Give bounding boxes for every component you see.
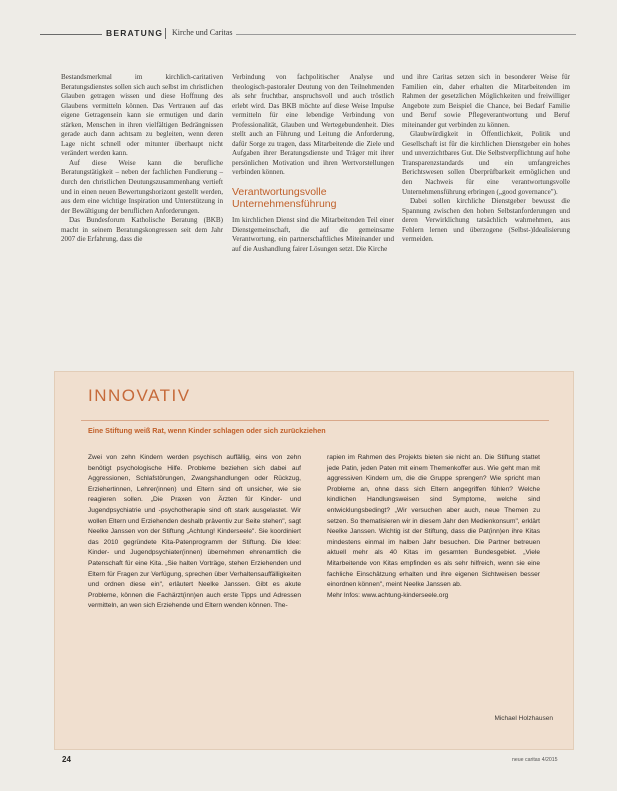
innovativ-box xyxy=(54,371,574,750)
paragraph: Das Bundesforum Katholische Beratung (BKB) macht in seinem Beratungskongressen seit dem Jahr 2007 die Erfahrung, dass die xyxy=(61,216,223,244)
paragraph: und ihre Caritas setzen sich in besonderer Weise für Familien ein, daher erhalten die Mitarbeitenden im Rahmen der gesetzlichen Möglichkeiten und freiwilliger Angebote zum Beispiel die Chance, bei Bedarf Familie und Beruf sowie Pflegeverantwortung und Beruf miteinander gut verbinden zu können. xyxy=(402,73,570,129)
paragraph: Verbindung von fachpolitischer Analyse und theologisch-pastoraler Deutung von den Teilnehmenden als sehr fruchtbar, anspruchsvoll und auch tröstlich erlebt wird. Das BKB möchte auf diese Weise Impulse vermitteln für eine lebendige Verbindung von Professionalität, Glauben und Wertegebundenheit. Dies stellt auch an Führung und Leitung die Anforderung, dafür Sorge zu tragen, dass Mitarbeitende die Ziele und Aufgaben ihrer Beratungsdienste und Träger mit ihrer persönlichen Motivation und ihren Wertvorstellungen verbinden können. xyxy=(232,73,394,177)
page-header xyxy=(0,28,617,42)
header-rule-left xyxy=(40,34,102,35)
header-separator xyxy=(165,28,166,39)
paragraph: Im kirchlichen Dienst sind die Mitarbeitenden Teil einer Dienstgemeinschaft, die auf die gemeinsame Verantwortung, ein partnerschaftliches Miteinander und auf die Aushandlung fairer Lösungen setzt. Die Kirche xyxy=(232,216,394,253)
text-column-2 xyxy=(232,73,394,254)
author-signature: Michael Holzhausen xyxy=(494,715,553,722)
box-column-2 xyxy=(327,453,540,601)
paragraph: Dabei sollen kirchliche Dienstgeber bewusst die Spannung zwischen den hohen Selbstanforderungen und deren Verwirklichung tatsächlich wahrnehmen, aus Fehlern lernen und überzogene (Selbst-)Idealisierung vermeiden. xyxy=(402,197,570,244)
paragraph: Auf diese Weise kann die berufliche Beratungstätigkeit – neben der fachlichen Fundierung – durch den christlichen Deutungszusammenhang vertieft und in einen neuen Bewertungshorizont gestellt werden, aus dem eine wichtige Inspiration und Unterstützung in der Bewältigung der beruflichen Anforderungen. xyxy=(61,158,223,215)
text-column-1 xyxy=(61,73,223,245)
section-label: BERATUNG xyxy=(106,28,164,38)
box-divider xyxy=(81,420,549,421)
subsection-label: Kirche und Caritas xyxy=(172,28,233,37)
section-heading: Verantwortungsvolle Unternehmensführung xyxy=(232,186,337,210)
header-rule-right xyxy=(236,34,576,35)
box-subtitle: Eine Stiftung weiß Rat, wenn Kinder schlagen oder sich zurückziehen xyxy=(88,426,326,435)
paragraph: Bestandsmerkmal im kirchlich-caritativen Beratungsdienstes sollen sich auch selbst im christlichen Glauben getragen wissen und diese Hoffnung des Glaubens vermitteln können. Das Vertrauen auf das eigene Getragensein kann sie ermutigen und darin stärken, Menschen in ihren vielfältigen Bedrängnissen gerade auch dann achtsam zu begleiten, wenn deren Lage nicht schnell oder mitunter überhaupt nicht verändert werden kann. xyxy=(61,73,223,158)
page-number: 24 xyxy=(62,755,71,764)
publication-label: neue caritas 4/2015 xyxy=(512,757,558,763)
text-column-3 xyxy=(402,73,570,245)
box-title: INNOVATIV xyxy=(88,386,191,405)
box-paragraph: Zwei von zehn Kindern werden psychisch auffällig, eins von zehn benötigt psychologische Hilfe. Probleme beziehen sich dabei auf Aggressionen, Schlafstörungen, Zwangshandlungen oder Rückzug, Erziehertinnen, Lehrer(innen) und Eltern sind oft unsicher, wie sie reagieren sollen. „Die Praxen von Ärzten für Kinder- und Jugendpsychiatrie und -psychotherapie sind oft stark ausgelastet. Wir wollen Eltern und Erziehenden deshalb präventiv zur Seite stehen", sagt Neelke Janssen von der Stiftung „Achtung! Kinderseele". Sie koordiniert das 2010 gegründete Kita-Patenprogramm der Stiftung. Die Idee: Kinder- und Jugendpsychiater(innen) übernehmen ehrenamtlich die Patenschaft für eine Kita. „Sie halten Vorträge, stehen Erziehenden und Eltern für Fragen zur Verfügung, sprechen über Verhaltensauffälligkeiten und ordnen diese ein", erläutert Neelke Janssen. Gibt es akute Probleme, können die Fachärzt(inn)en auch erste Tipps und Adressen vermitteln, an wen sich Erziehende und Eltern wenden können. The- xyxy=(88,454,301,610)
paragraph: Glaubwürdigkeit in Öffentlichkeit, Politik und Gesellschaft ist für die kirchlichen Dienstgeber ein hohes und unverzichtbares Gut. Die Selbstverpflichtung auf hohe Transparenzstandards und ein umfangreiches Berichtswesen sollen Überprüfbarkeit ermöglichen und den Nachweis für eine verantwortungsvolle Unternehmensführung erbringen („good governance"). xyxy=(402,130,570,196)
box-paragraph: rapien im Rahmen des Projekts bieten sie nicht an. Die Stiftung stattet jede Patin, jeden Paten mit einem Themenkoffer aus. Wie geht man mit aggressiven Kindern um, die die Gruppe sprengen? Wie spricht man Probleme an, ohne dass sich Eltern angegriffen fühlen? Welche kindlichen Handlungsweisen sind Symptome, welche sind entwicklungsbedingt? „Wir versuchen aber auch, neue Themen zu setzen. So thematisieren wir in diesem Jahr den Medienkonsum", erklärt Neelke Janssen. Wichtig ist der Stiftung, dass die Pat(inn)en ihre Kitas mindestens einmal im halben Jahr besuchen. Die Partner betreuen aktuell mehr als 40 Kitas im gesamten Bundesgebiet. „Viele Mitarbeitende von Kitas empfinden es als sehr hilfreich, wenn sie eine fachliche Einschätzung erhalten und ihre eigenen Sichtweisen besser einordnen können", meint Neelke Janssen ab. Mehr Infos: www.achtung-kinderseele.org xyxy=(327,454,540,599)
box-column-1 xyxy=(88,453,301,612)
